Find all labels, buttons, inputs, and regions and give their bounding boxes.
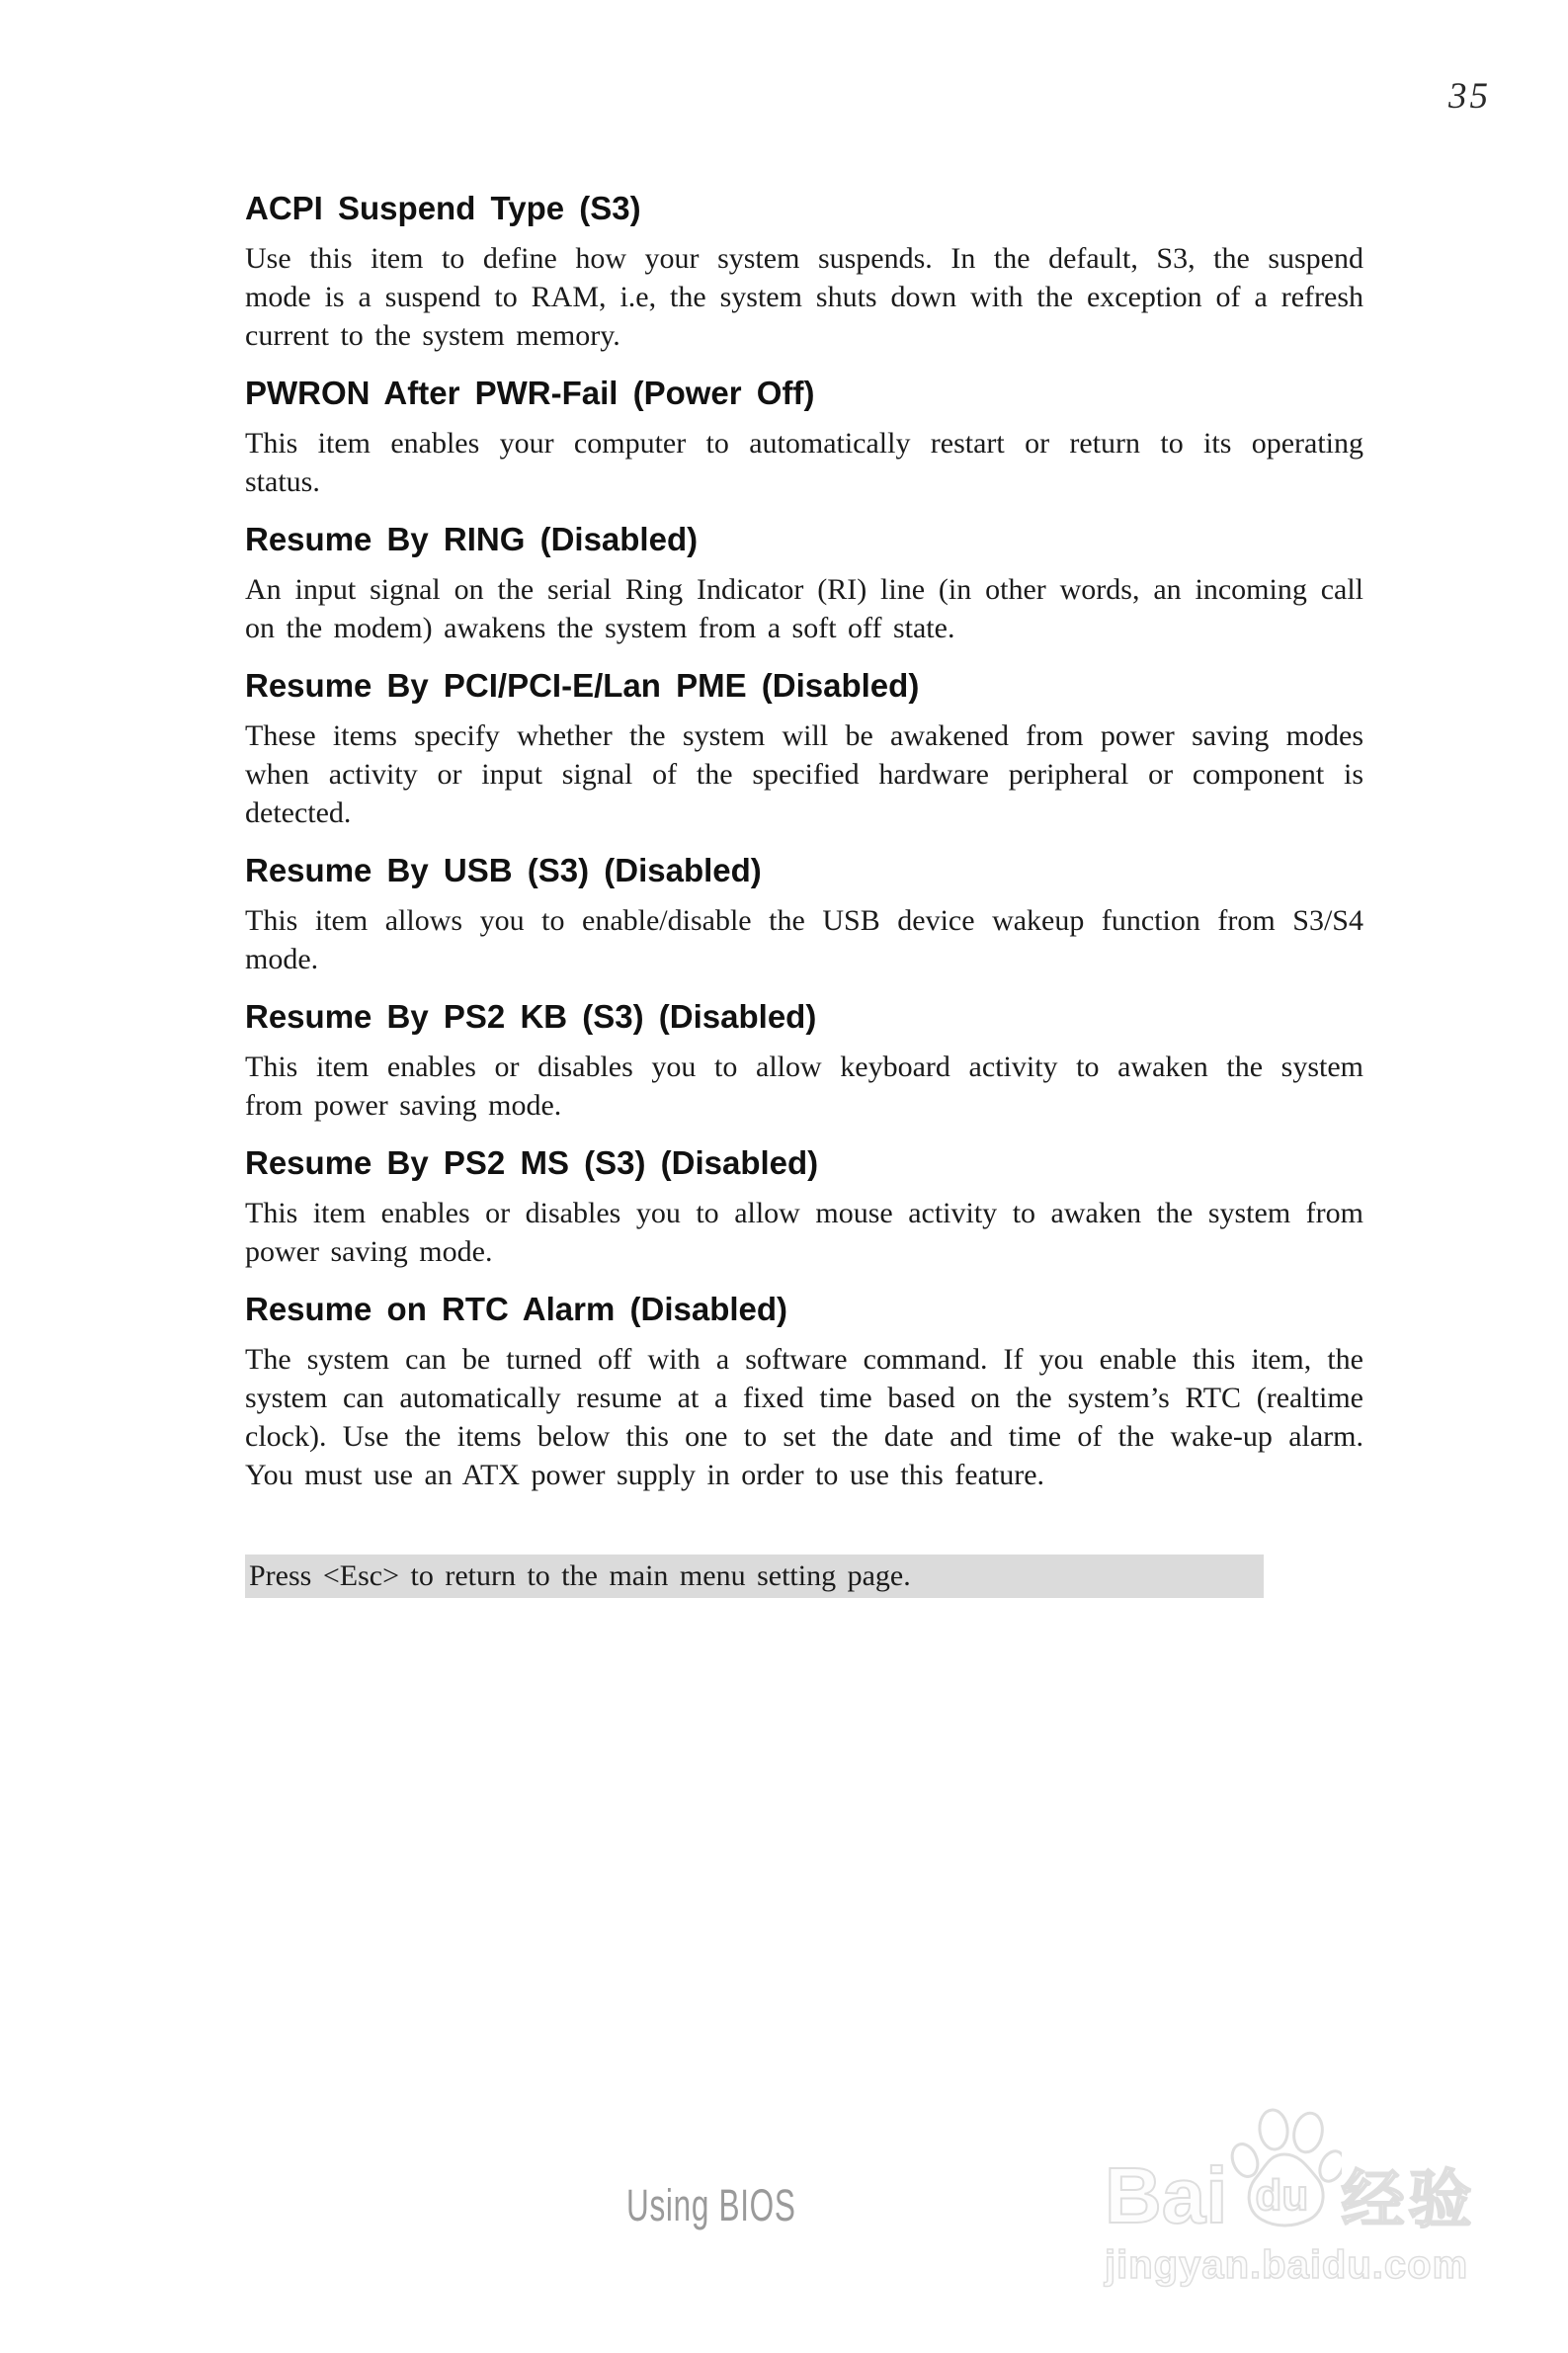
- page-content: [245, 188, 1363, 1598]
- paragraph-line: These items specify whether the system will be awakened from power saving modes: [245, 719, 1363, 752]
- paragraph-line: system can automatically resume at a fixed time based on the system’s RTC (realtime: [245, 1382, 1363, 1414]
- manual-section: [245, 519, 1363, 647]
- section-heading: PWRON After PWR-Fail (Power Off): [245, 375, 815, 411]
- paragraph-line: You must use an ATX power supply in order to use this feature.: [245, 1459, 1045, 1491]
- section-heading: Resume By PS2 MS (S3) (Disabled): [245, 1144, 819, 1181]
- page-number: 35: [1448, 76, 1491, 117]
- manual-section: [245, 1289, 1363, 1494]
- watermark-brand-du: du: [1255, 2171, 1309, 2220]
- sections-host: [245, 188, 1363, 1494]
- paragraph-line: This item enables or disables you to allow keyboard activity to awaken the system: [245, 1050, 1363, 1083]
- paragraph-line: mode.: [245, 943, 319, 975]
- section-heading: Resume on RTC Alarm (Disabled): [245, 1291, 788, 1327]
- paragraph-line: status.: [245, 465, 320, 498]
- paragraph-line: on the modem) awakens the system from a soft off state.: [245, 612, 955, 644]
- watermark-brand-row: [1105, 2103, 1500, 2239]
- section-heading: Resume By RING (Disabled): [245, 521, 699, 557]
- paragraph-line: clock). Use the items below this one to set the date and time of the wake-up alarm.: [245, 1420, 1363, 1453]
- section-heading: ACPI Suspend Type (S3): [245, 190, 641, 226]
- section-heading: Resume By PCI/PCI-E/Lan PME (Disabled): [245, 667, 920, 704]
- section-heading: Resume By PS2 KB (S3) (Disabled): [245, 998, 817, 1035]
- manual-section: [245, 665, 1363, 832]
- section-paragraph: [245, 239, 1363, 355]
- paragraph-line: when activity or input signal of the specified hardware peripheral or component is: [245, 758, 1363, 791]
- manual-section: [245, 850, 1363, 978]
- watermark-cjk-text: 经验: [1341, 2164, 1476, 2235]
- section-paragraph: [245, 1048, 1363, 1125]
- section-paragraph: [245, 901, 1363, 978]
- manual-section: [245, 996, 1363, 1125]
- manual-section: [245, 188, 1363, 355]
- baidu-watermark: [1105, 2103, 1500, 2287]
- paragraph-line: from power saving mode.: [245, 1089, 562, 1122]
- section-heading: Resume By USB (S3) (Disabled): [245, 852, 762, 888]
- esc-note: Press <Esc> to return to the main menu setting page.: [245, 1555, 1264, 1598]
- paragraph-line: Use this item to define how your system suspends. In the default, S3, the suspend: [245, 242, 1363, 275]
- paragraph-line: This item allows you to enable/disable the USB device wakeup function from S3/S4: [245, 904, 1363, 937]
- paragraph-line: power saving mode.: [245, 1235, 493, 1268]
- paragraph-line: current to the system memory.: [245, 319, 620, 352]
- manual-section: [245, 373, 1363, 501]
- baidu-paw-icon: [1228, 2103, 1342, 2235]
- paragraph-line: detected.: [245, 797, 352, 829]
- paragraph-line: mode is a suspend to RAM, i.e, the system shuts down with the exception of a refresh: [245, 281, 1363, 313]
- section-paragraph: [245, 1194, 1363, 1271]
- section-paragraph: [245, 1340, 1363, 1494]
- section-paragraph: [245, 424, 1363, 501]
- paragraph-line: The system can be turned off with a software command. If you enable this item, the: [245, 1343, 1363, 1376]
- watermark-url: jingyan.baidu.com: [1105, 2243, 1469, 2287]
- section-paragraph: [245, 716, 1363, 832]
- watermark-brand-text: Bai: [1105, 2151, 1228, 2239]
- footer-chapter-label: Using BIOS: [626, 2180, 796, 2230]
- paragraph-line: An input signal on the serial Ring Indicator (RI) line (in other words, an incoming call: [245, 573, 1363, 606]
- paragraph-line: This item enables or disables you to allow mouse activity to awaken the system from: [245, 1197, 1363, 1229]
- manual-section: [245, 1142, 1363, 1271]
- paragraph-line: This item enables your computer to automatically restart or return to its operating: [245, 427, 1363, 460]
- section-paragraph: [245, 570, 1363, 647]
